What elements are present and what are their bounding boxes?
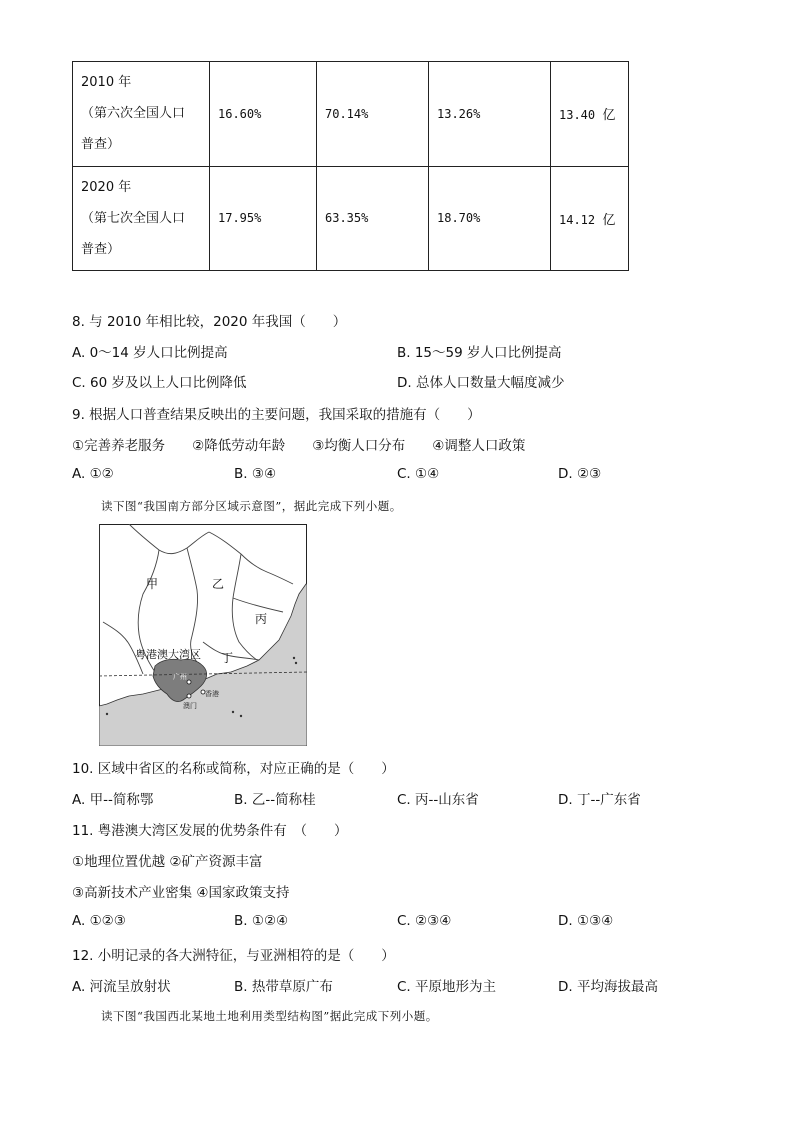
table-cell: 70.14% — [317, 62, 429, 167]
census-label-cell — [73, 62, 210, 167]
total-value: 13.40 — [559, 108, 596, 123]
census-name: （第七次全国人口 — [81, 210, 186, 226]
table-cell: 63.35% — [317, 166, 429, 271]
q11-option-a[interactable]: A. ①②③ — [72, 913, 126, 929]
q9-option-b[interactable]: B. ③④ — [234, 466, 277, 482]
table-row — [73, 166, 629, 271]
q10-option-a[interactable]: A. 甲--简称鄂 — [72, 792, 154, 808]
q11-statements-2: ③高新技术产业密集 ④国家政策支持 — [72, 885, 290, 901]
census-name-end: 普查） — [81, 137, 121, 153]
map-label-guangzhou: 广州 — [173, 673, 187, 681]
q12-option-d[interactable]: D. 平均海拔最高 — [558, 979, 658, 995]
map-label-bay-area: 粤港澳大湾区 — [135, 648, 201, 661]
map-label-hongkong: 香港 — [205, 690, 219, 698]
q12-option-b[interactable]: B. 热带草原广布 — [234, 979, 333, 995]
total-unit: 亿 — [602, 108, 616, 124]
q10-option-b[interactable]: B. 乙--简称桂 — [234, 792, 316, 808]
total-population-cell — [551, 166, 629, 271]
map-label-ding: 丁 — [221, 651, 234, 665]
map-intro-text: 读下图“我国南方部分区域示意图”，据此完成下列小题。 — [101, 499, 402, 513]
q8-option-b[interactable]: B. 15～59 岁人口比例提高 — [397, 345, 562, 361]
table-cell: 18.70% — [429, 166, 551, 271]
q12-option-c[interactable]: C. 平原地形为主 — [397, 979, 497, 995]
q8-option-c[interactable]: C. 60 岁及以上人口比例降低 — [72, 375, 247, 391]
guangzhou-marker — [187, 680, 191, 684]
chart-intro-text: 读下图“我国西北某地土地利用类型结构图”据此完成下列小题。 — [101, 1009, 438, 1023]
map-label-yi: 乙 — [212, 577, 225, 591]
map-label-bing: 丙 — [255, 612, 268, 626]
map-label-macau: 澳门 — [183, 702, 197, 710]
census-table — [72, 61, 629, 271]
census-name-end: 普查） — [81, 241, 121, 257]
q11-option-c[interactable]: C. ②③④ — [397, 913, 452, 929]
q9-option-c[interactable]: C. ①④ — [397, 466, 440, 482]
year-label: 2010 年 — [81, 75, 132, 91]
table-cell: 13.26% — [429, 62, 551, 167]
q8-option-a[interactable]: A. 0～14 岁人口比例提高 — [72, 345, 228, 361]
total-population-cell — [551, 62, 629, 167]
q9-statements: ①完善养老服务 ②降低劳动年龄 ③均衡人口分布 ④调整人口政策 — [72, 438, 526, 454]
q8-option-d[interactable]: D. 总体人口数量大幅度减少 — [397, 375, 565, 391]
q10-option-c[interactable]: C. 丙--山东省 — [397, 792, 479, 808]
table-row — [73, 62, 629, 167]
question-12-stem: 12. 小明记录的各大洲特征，与亚洲相符的是（ ） — [72, 948, 395, 964]
table-cell: 16.60% — [210, 62, 317, 167]
q11-option-b[interactable]: B. ①②④ — [234, 913, 289, 929]
total-unit: 亿 — [602, 212, 616, 228]
q9-option-d[interactable]: D. ②③ — [558, 466, 602, 482]
map-label-jia: 甲 — [146, 577, 159, 591]
q12-option-a[interactable]: A. 河流呈放射状 — [72, 979, 171, 995]
question-9-stem: 9. 根据人口普查结果反映出的主要问题，我国采取的措施有（ ） — [72, 407, 481, 423]
question-10-stem: 10. 区域中省区的名称或简称，对应正确的是（ ） — [72, 761, 395, 777]
census-name: （第六次全国人口 — [81, 106, 186, 122]
macau-marker — [187, 694, 191, 698]
q9-option-a[interactable]: A. ①② — [72, 466, 114, 482]
q10-option-d[interactable]: D. 丁--广东省 — [558, 792, 641, 808]
question-11-stem: 11. 粤港澳大湾区发展的优势条件有 （ ） — [72, 823, 348, 839]
question-8-stem: 8. 与 2010 年相比较，2020 年我国（ ） — [72, 314, 347, 330]
table-cell: 17.95% — [210, 166, 317, 271]
south-china-map — [99, 524, 307, 746]
total-value: 14.12 — [559, 212, 596, 227]
year-label: 2020 年 — [81, 179, 132, 195]
q11-option-d[interactable]: D. ①③④ — [558, 913, 614, 929]
census-label-cell — [73, 166, 210, 271]
q11-statements-1: ①地理位置优越 ②矿产资源丰富 — [72, 854, 263, 870]
